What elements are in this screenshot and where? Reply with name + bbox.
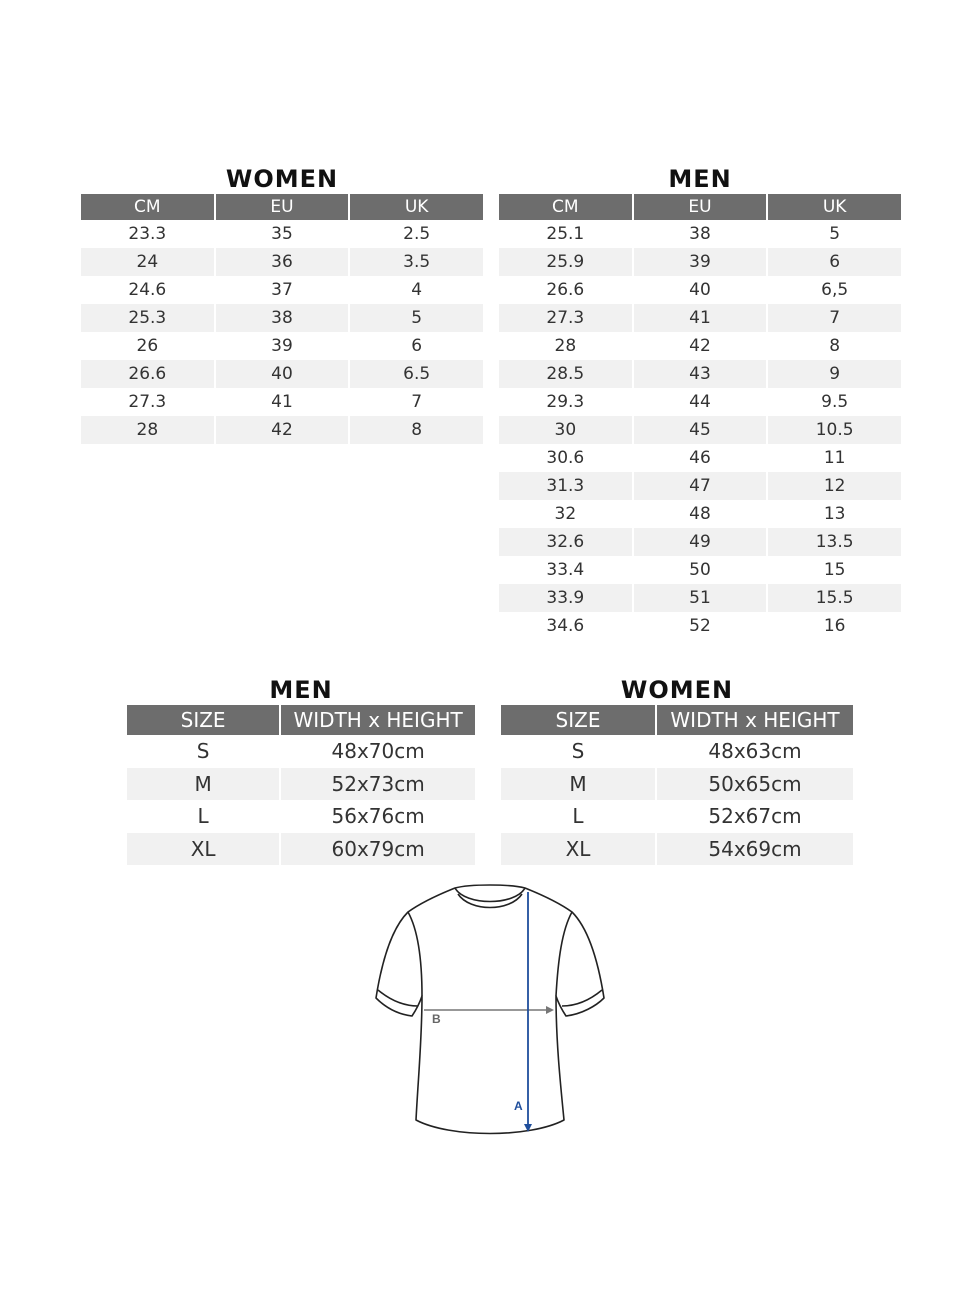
column-header: EU <box>634 194 767 220</box>
table-cell: M <box>127 768 279 801</box>
table-cell: 24 <box>81 248 214 276</box>
tshirt-measurement-diagram <box>360 880 620 1150</box>
men-shirt-size-chart <box>125 675 477 865</box>
table-cell: 33.4 <box>546 560 585 580</box>
table-row <box>501 833 853 866</box>
table-cell: L <box>572 804 584 829</box>
table-cell: 50 <box>689 560 711 580</box>
width-label: B <box>432 1012 441 1026</box>
table-cell: 28 <box>81 416 214 444</box>
table-cell: 10.5 <box>768 416 901 444</box>
table-cell: 25.3 <box>81 304 214 332</box>
table-row <box>499 276 901 304</box>
column-header: WIDTH x HEIGHT <box>657 705 853 735</box>
table-cell: 34.6 <box>546 616 585 636</box>
table-cell: 32 <box>554 504 577 524</box>
table-cell: 32.6 <box>499 528 632 556</box>
table-row <box>81 220 483 248</box>
table-cell: 6 <box>768 248 901 276</box>
table-cell: 41 <box>271 392 293 412</box>
table-cell: 51 <box>634 584 767 612</box>
table-cell: 24.6 <box>128 280 167 300</box>
women-shirt-title: WOMEN <box>620 676 734 704</box>
table-cell: 54x69cm <box>657 833 853 866</box>
table-row <box>81 360 483 388</box>
table-row <box>127 833 475 866</box>
table-row <box>499 304 901 332</box>
table-cell: 45 <box>634 416 767 444</box>
table-cell: 28.5 <box>499 360 632 388</box>
table-cell: 6 <box>411 336 423 356</box>
men-shirt-table <box>125 705 477 865</box>
table-cell: 9 <box>768 360 901 388</box>
table-cell: 33.9 <box>499 584 632 612</box>
men-shoe-size-chart <box>497 164 903 640</box>
table-row <box>81 276 483 304</box>
column-header: EU <box>216 194 349 220</box>
table-cell: 41 <box>634 304 767 332</box>
table-cell: 49 <box>634 528 767 556</box>
table-cell: 9.5 <box>821 392 849 412</box>
women-shirt-size-chart <box>499 675 855 865</box>
table-row <box>499 556 901 584</box>
table-cell: 35 <box>271 224 293 244</box>
table-cell: 25.9 <box>499 248 632 276</box>
table-row <box>499 528 901 556</box>
table-cell: 6.5 <box>350 360 483 388</box>
women-shoe-table <box>79 194 485 444</box>
column-header: CM <box>81 194 214 220</box>
table-cell: XL <box>127 833 279 866</box>
table-cell: 46 <box>689 448 711 468</box>
table-cell: 26.6 <box>81 360 214 388</box>
table-cell: 38 <box>689 224 711 244</box>
table-cell: 43 <box>634 360 767 388</box>
table-row <box>127 800 475 833</box>
table-cell: 26.6 <box>546 280 585 300</box>
table-cell: 38 <box>216 304 349 332</box>
table-cell: 8 <box>350 416 483 444</box>
table-row <box>81 248 483 276</box>
women-shirt-table <box>499 705 855 865</box>
column-header: UK <box>350 194 483 220</box>
table-cell: 36 <box>216 248 349 276</box>
table-cell: XL <box>501 833 655 866</box>
table-row <box>499 248 901 276</box>
table-cell: 7 <box>411 392 423 412</box>
men-shirt-title: MEN <box>269 676 333 704</box>
table-row <box>81 304 483 332</box>
table-cell: 5 <box>829 224 841 244</box>
table-row <box>499 472 901 500</box>
table-cell: 29.3 <box>546 392 585 412</box>
table-cell: 15 <box>823 560 846 580</box>
men-shoe-title: MEN <box>668 165 732 193</box>
table-cell: 52x73cm <box>281 768 475 801</box>
table-row <box>81 332 483 360</box>
table-row <box>81 388 483 416</box>
table-cell: 48x70cm <box>331 739 425 764</box>
table-cell: 23.3 <box>128 224 167 244</box>
table-row <box>499 416 901 444</box>
table-cell: 42 <box>216 416 349 444</box>
table-cell: 42 <box>689 336 711 356</box>
table-row <box>499 584 901 612</box>
table-row <box>499 500 901 528</box>
table-cell: 47 <box>634 472 767 500</box>
table-cell: 40 <box>216 360 349 388</box>
table-row <box>127 768 475 801</box>
table-row <box>499 612 901 640</box>
table-cell: 3.5 <box>350 248 483 276</box>
table-cell: 48x63cm <box>708 739 802 764</box>
table-cell: 52 <box>689 616 711 636</box>
table-cell: S <box>571 739 585 764</box>
table-cell: 5 <box>350 304 483 332</box>
table-cell: 37 <box>271 280 293 300</box>
table-row <box>499 388 901 416</box>
table-cell: 27.3 <box>499 304 632 332</box>
height-label: A <box>514 1099 523 1113</box>
table-cell: 44 <box>689 392 711 412</box>
table-cell: 16 <box>823 616 846 636</box>
table-cell: 11 <box>823 448 846 468</box>
table-cell: 39 <box>634 248 767 276</box>
table-row <box>499 332 901 360</box>
table-row <box>81 416 483 444</box>
table-cell: 30 <box>499 416 632 444</box>
table-cell: 25.1 <box>546 224 585 244</box>
table-row <box>499 444 901 472</box>
table-cell: 52x67cm <box>708 804 802 829</box>
table-cell: 31.3 <box>499 472 632 500</box>
table-cell: 6,5 <box>821 280 849 300</box>
table-cell: 2.5 <box>403 224 431 244</box>
table-cell: 50x65cm <box>657 768 853 801</box>
women-shoe-title: WOMEN <box>225 165 339 193</box>
table-row <box>499 220 901 248</box>
table-cell: 12 <box>768 472 901 500</box>
column-header: SIZE <box>501 705 655 735</box>
table-cell: 8 <box>829 336 841 356</box>
table-cell: 27.3 <box>128 392 167 412</box>
men-shoe-table <box>497 194 903 640</box>
table-cell: 30.6 <box>546 448 585 468</box>
table-cell: 13.5 <box>768 528 901 556</box>
column-header: CM <box>499 194 632 220</box>
column-header: UK <box>768 194 901 220</box>
table-cell: 26 <box>136 336 159 356</box>
table-cell: 15.5 <box>768 584 901 612</box>
column-header: SIZE <box>127 705 279 735</box>
table-cell: 7 <box>768 304 901 332</box>
women-shoe-size-chart <box>79 164 485 444</box>
table-row <box>127 735 475 768</box>
table-cell: 28 <box>554 336 577 356</box>
table-cell: 4 <box>411 280 423 300</box>
table-cell: M <box>501 768 655 801</box>
column-header: WIDTH x HEIGHT <box>281 705 475 735</box>
table-cell: 60x79cm <box>281 833 475 866</box>
table-row <box>501 800 853 833</box>
table-cell: 40 <box>689 280 711 300</box>
table-cell: L <box>197 804 209 829</box>
table-cell: S <box>196 739 210 764</box>
table-row <box>501 735 853 768</box>
table-cell: 13 <box>823 504 846 524</box>
table-row <box>501 768 853 801</box>
table-row <box>499 360 901 388</box>
table-cell: 56x76cm <box>331 804 425 829</box>
table-cell: 48 <box>689 504 711 524</box>
table-cell: 39 <box>271 336 293 356</box>
